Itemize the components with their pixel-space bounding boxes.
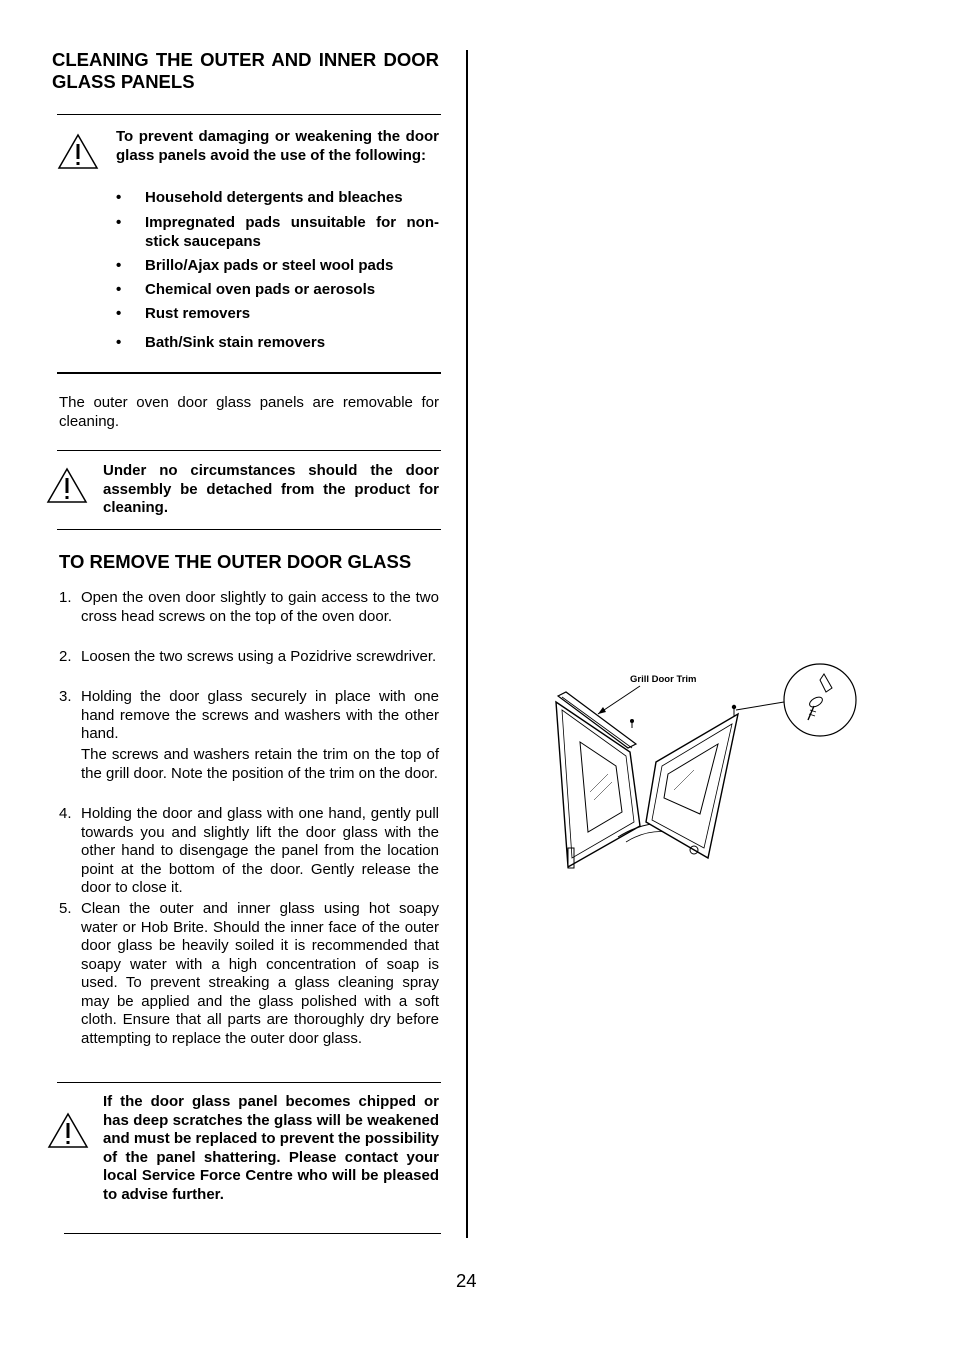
divider <box>57 1082 441 1083</box>
divider <box>57 114 441 115</box>
divider <box>57 529 441 530</box>
page-number: 24 <box>456 1270 477 1291</box>
section-title: CLEANING THE OUTER AND INNER DOOR GLASS PANELS <box>52 49 439 92</box>
figure-label: Grill Door Trim <box>630 674 697 685</box>
warning-intro: To prevent damaging or weakening the door glass panels avoid the use of the following: <box>116 128 439 164</box>
divider <box>57 450 441 451</box>
door-glass-diagram <box>548 662 860 874</box>
warning-triangle-icon <box>46 467 88 504</box>
warning-chipped-glass: If the door glass panel becomes chipped or has deep scratches the glass will be weakened and must be replaced to prevent the possibility of the panel shattering. Please contact your local Service Force Centre who will be pleased to advise further. <box>103 1093 439 1203</box>
warning-triangle-icon <box>57 133 99 170</box>
column-divider <box>466 50 468 1238</box>
divider <box>57 372 441 374</box>
divider <box>64 1233 441 1234</box>
procedure-title: TO REMOVE THE OUTER DOOR GLASS <box>59 551 412 572</box>
warning-detach: Under no circumstances should the door assembly be detached from the product for cleaning. <box>103 462 439 516</box>
warning-triangle-icon <box>47 1112 89 1149</box>
door-illustration <box>548 662 860 874</box>
removable-note: The outer oven door glass panels are removable for cleaning. <box>59 394 439 430</box>
